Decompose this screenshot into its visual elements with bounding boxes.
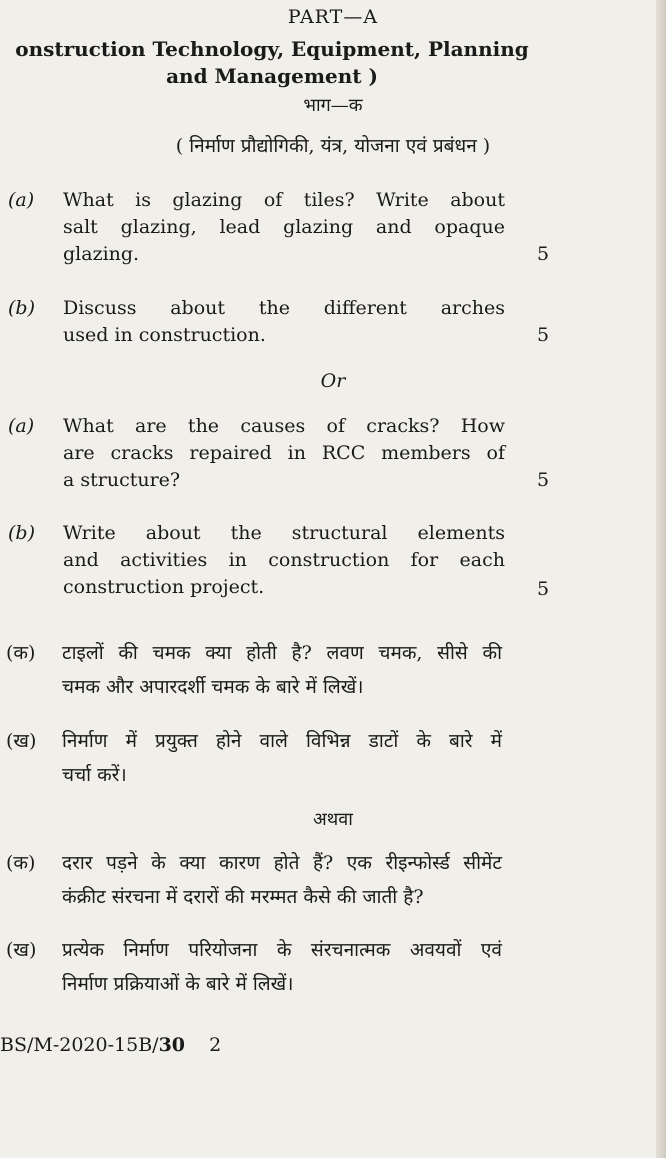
question-1b-alt	[0, 520, 666, 610]
question-text	[63, 413, 505, 494]
hindi-question-kha	[0, 724, 666, 794]
question-line: Write about the structural elements	[63, 522, 505, 544]
question-line: What is glazing of tiles? Write about	[63, 189, 505, 211]
hindi-part-heading: भाग—क	[303, 95, 363, 116]
question-marks: 5	[537, 578, 550, 600]
hindi-question-text	[62, 724, 502, 792]
hindi-question-line: निर्माण प्रक्रियाओं के बारे में लिखें।	[62, 973, 294, 995]
hindi-question-line: कंक्रीट संरचना में दरारों की मरम्मत कैसे की जाती है?	[62, 886, 424, 908]
question-1a-alt	[0, 413, 666, 503]
hindi-question-ka	[0, 636, 666, 706]
question-marks: 5	[537, 243, 550, 265]
hindi-question-line: निर्माण में प्रयुक्त होने वाले विभिन्न डाटों के बारे में	[62, 730, 502, 752]
part-heading: PART—A	[287, 6, 379, 28]
or-separator: Or	[320, 370, 346, 392]
section-title-line2: and Management )	[166, 64, 378, 88]
question-line: used in construction.	[63, 324, 266, 346]
question-line: Discuss about the different arches	[63, 297, 505, 319]
page-number: 2	[209, 1034, 222, 1056]
hindi-question-text	[62, 846, 502, 914]
question-1b	[0, 295, 666, 355]
question-text	[63, 187, 505, 268]
question-line: are cracks repaired in RCC members of	[63, 442, 505, 464]
hindi-question-line: टाइलों की चमक क्या होती है? लवण चमक, सीसे की	[62, 642, 502, 664]
question-1a	[0, 187, 666, 277]
section-title	[0, 36, 552, 90]
hindi-question-label: (ख)	[6, 939, 37, 961]
hindi-question-text	[62, 636, 502, 704]
section-title-line1: onstruction Technology, Equipment, Planning	[15, 37, 529, 61]
question-marks: 5	[537, 324, 550, 346]
hindi-question-text	[62, 933, 502, 1001]
question-label: (b)	[8, 522, 35, 544]
question-line: construction project.	[63, 576, 265, 598]
question-text	[63, 520, 505, 601]
question-marks: 5	[537, 469, 550, 491]
question-line: and activities in construction for each	[63, 549, 505, 571]
hindi-question-line: चमक और अपारदर्शी चमक के बारे में लिखें।	[62, 676, 364, 698]
question-label: (b)	[8, 297, 35, 319]
hindi-question-label: (क)	[6, 642, 36, 664]
paper-code-bold: 30	[158, 1034, 186, 1056]
hindi-section-title: ( निर्माण प्रौद्योगिकी, यंत्र, योजना एवं प्रबंधन )	[175, 135, 491, 157]
hindi-question-ka-alt	[0, 846, 666, 916]
hindi-question-line: प्रत्येक निर्माण परियोजना के संरचनात्मक अवयवों एवं	[62, 939, 502, 961]
question-line: salt glazing, lead glazing and opaque	[63, 216, 505, 238]
hindi-question-label: (क)	[6, 852, 36, 874]
question-label: (a)	[8, 415, 35, 437]
hindi-question-kha-alt	[0, 933, 666, 1003]
paper-code: BS/M-2020-15B/	[0, 1034, 159, 1056]
question-line: a structure?	[63, 469, 181, 491]
question-line: What are the causes of cracks? How	[63, 415, 505, 437]
question-label: (a)	[8, 189, 35, 211]
hindi-question-line: दरार पड़ने के क्या कारण होते हैं? एक रीइन्फोर्स्ड सीमेंट	[62, 852, 502, 874]
hindi-question-label: (ख)	[6, 730, 37, 752]
hindi-question-line: चर्चा करें।	[62, 764, 127, 786]
athava-separator: अथवा	[313, 809, 353, 830]
page-footer	[0, 1034, 221, 1056]
question-line: glazing.	[63, 243, 140, 265]
question-text	[63, 295, 505, 349]
